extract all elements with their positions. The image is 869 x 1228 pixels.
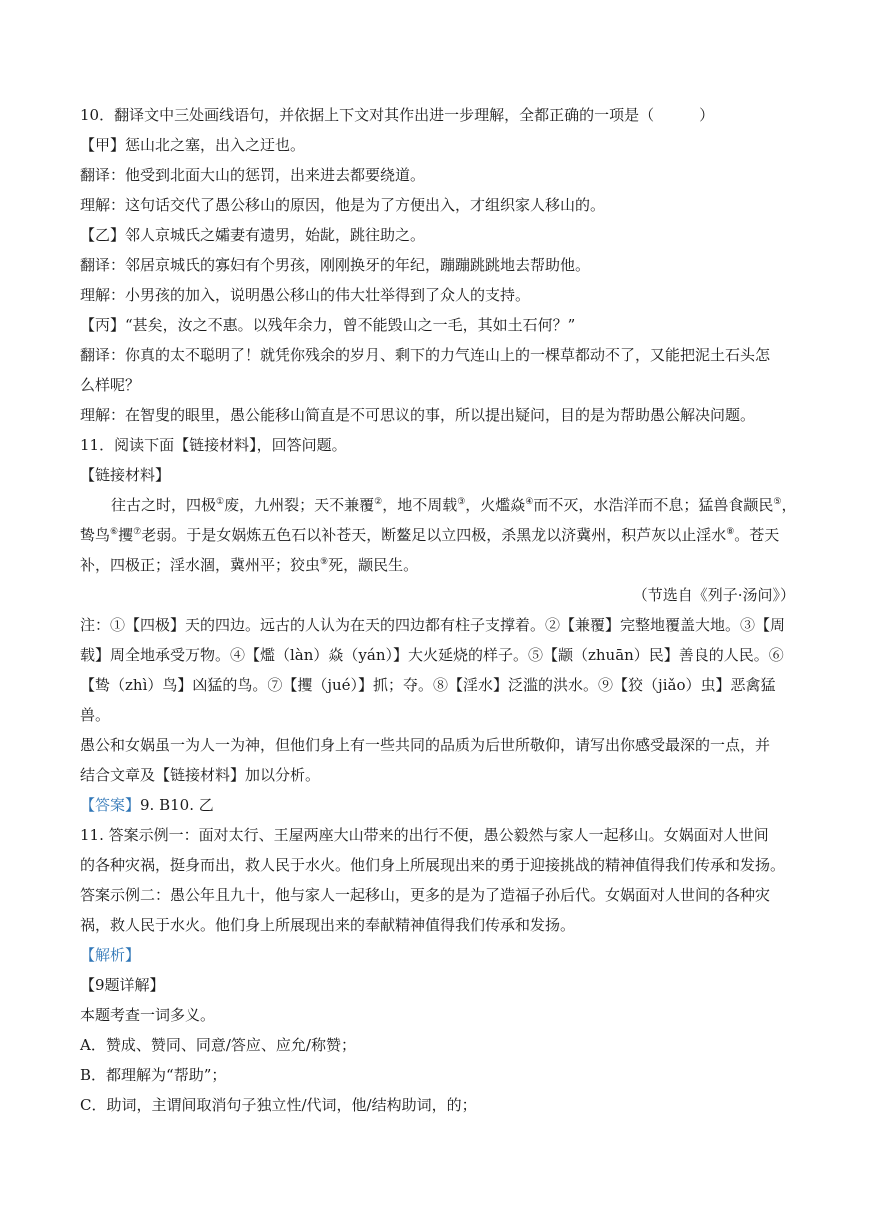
- document-page: [80, 100, 795, 1120]
- answer-text: 9. B10. 乙: [140, 796, 214, 814]
- q11-question-2: 结合文章及【链接材料】加以分析。: [80, 766, 321, 784]
- q10-b-source: 【乙】邻人京城氏之孀妻有遗男，始龀，跳往助之。: [80, 226, 426, 244]
- notes-line-4: 兽。: [80, 706, 111, 724]
- analysis-sub-heading: 【9题详解】: [80, 976, 165, 994]
- notes-line-1: 注：①【四极】天的四边。远古的人认为在天的四边都有柱子支撑着。②【兼覆】完整地覆盖大地。③【周: [80, 616, 786, 634]
- q10-c-understanding: 理解：在智叟的眼里，愚公能移山简直是不可思议的事，所以提出疑问，目的是为帮助愚公解决问题。: [80, 406, 756, 424]
- q10-stem: 10．翻译文中三处画线语句，并依据上下文对其作出进一步理解，全都正确的一项是（ ）: [80, 106, 715, 124]
- q10-b-understanding: 理解：小男孩的加入，说明愚公移山的伟大壮举得到了众人的支持。: [80, 286, 531, 304]
- answer-tag: 【答案】: [80, 796, 141, 814]
- footnote-mark: ⑥: [110, 527, 119, 537]
- q10-b-translation: 翻译：邻居京城氏的寡妇有个男孩，刚刚换牙的年纪，蹦蹦跳跳地去帮助他。: [80, 256, 591, 274]
- passage-source: （节选自《列子·汤问》）: [632, 586, 795, 604]
- notes-line-2: 载】周全地承受万物。④【爁（làn）焱（yán）】大火延烧的样子。⑤【颛（zhuān）民】善良的人民。⑥: [80, 646, 784, 664]
- q11-stem: 11．阅读下面【链接材料】，回答问题。: [80, 436, 347, 454]
- answer-11-line-2: 的各种灾祸，挺身而出，救人民于水火。他们身上所展现出来的勇于迎接挑战的精神值得我们传承和发扬。: [80, 856, 786, 874]
- analysis-intro: 本题考查一词多义。: [80, 1006, 216, 1024]
- footnote-mark: ③: [457, 497, 466, 507]
- q10-c-source: 【丙】“甚矣，汝之不惠。以残年余力，曾不能毁山之一毛，其如土石何？”: [80, 316, 576, 334]
- analysis-option-a: A．赞成、赞同、同意/答应、应允/称赞；: [80, 1036, 356, 1054]
- passage-line-2: 鸷鸟⑥攫⑦老弱。于是女娲炼五色石以补苍天，断鳌足以立四极，杀黑龙以济冀州，积芦灰以止淫水⑧。苍天: [80, 526, 780, 544]
- q10-c-translation-1: 翻译：你真的太不聪明了！就凭你残余的岁月、剩下的力气连山上的一棵草都动不了，又能把泥土石头怎: [80, 346, 771, 364]
- footnote-mark: ④: [525, 497, 534, 507]
- footnote-mark: ②: [374, 497, 383, 507]
- q10-a-understanding: 理解：这句话交代了愚公移山的原因，他是为了方便出入，才组织家人移山的。: [80, 196, 606, 214]
- answer-11-line-1: 11. 答案示例一：面对太行、王屋两座大山带来的出行不便，愚公毅然与家人一起移山。女娲面对人世间: [80, 826, 769, 844]
- q11-question-1: 愚公和女娲虽一为人一为神，但他们身上有一些共同的品质为后世所敬仰，请写出你感受最深的一点，并: [80, 736, 771, 754]
- answer-line: [80, 790, 795, 820]
- footnote-mark: ①: [216, 497, 225, 507]
- footnote-mark: ⑦: [133, 527, 142, 537]
- q10-a-translation: 翻译：他受到北面大山的惩罚，出来进去都要绕道。: [80, 166, 426, 184]
- answer-11-line-4: 祸，救人民于水火。他们身上所展现出来的奉献精神值得我们传承和发扬。: [80, 916, 576, 934]
- analysis-tag: 【解析】: [80, 946, 141, 964]
- q10-a-source: 【甲】惩山北之塞，出入之迂也。: [80, 136, 306, 154]
- analysis-option-b: B．都理解为“帮助”；: [80, 1066, 227, 1084]
- footnote-mark: ⑧: [726, 527, 735, 537]
- analysis-option-c: C．助词，主谓间取消句子独立性/代词，他/结构助词，的；: [80, 1096, 477, 1114]
- q10-c-translation-2: 么样呢？: [80, 376, 141, 394]
- passage-line-1: 往古之时，四极①废，九州裂；天不兼覆②，地不周载③，火爁焱④而不灭，水浩洋而不息；猛兽食颛民⑤，: [111, 496, 797, 514]
- footnote-mark: ⑤: [773, 497, 782, 507]
- notes-line-3: 【鸷（zhì）鸟】凶猛的鸟。⑦【攫（jué）】抓；夺。⑧【淫水】泛滥的洪水。⑨【狡（jiǎo）虫】恶禽猛: [80, 676, 776, 694]
- footnote-mark: ⑨: [320, 557, 329, 567]
- link-material-label: 【链接材料】: [80, 466, 171, 484]
- answer-11-line-3: 答案示例二：愚公年且九十，他与家人一起移山，更多的是为了造福子孙后代。女娲面对人世间的各种灾: [80, 886, 771, 904]
- passage-line-3: 补，四极正；淫水涸，冀州平；狡虫⑨死，颛民生。: [80, 556, 419, 574]
